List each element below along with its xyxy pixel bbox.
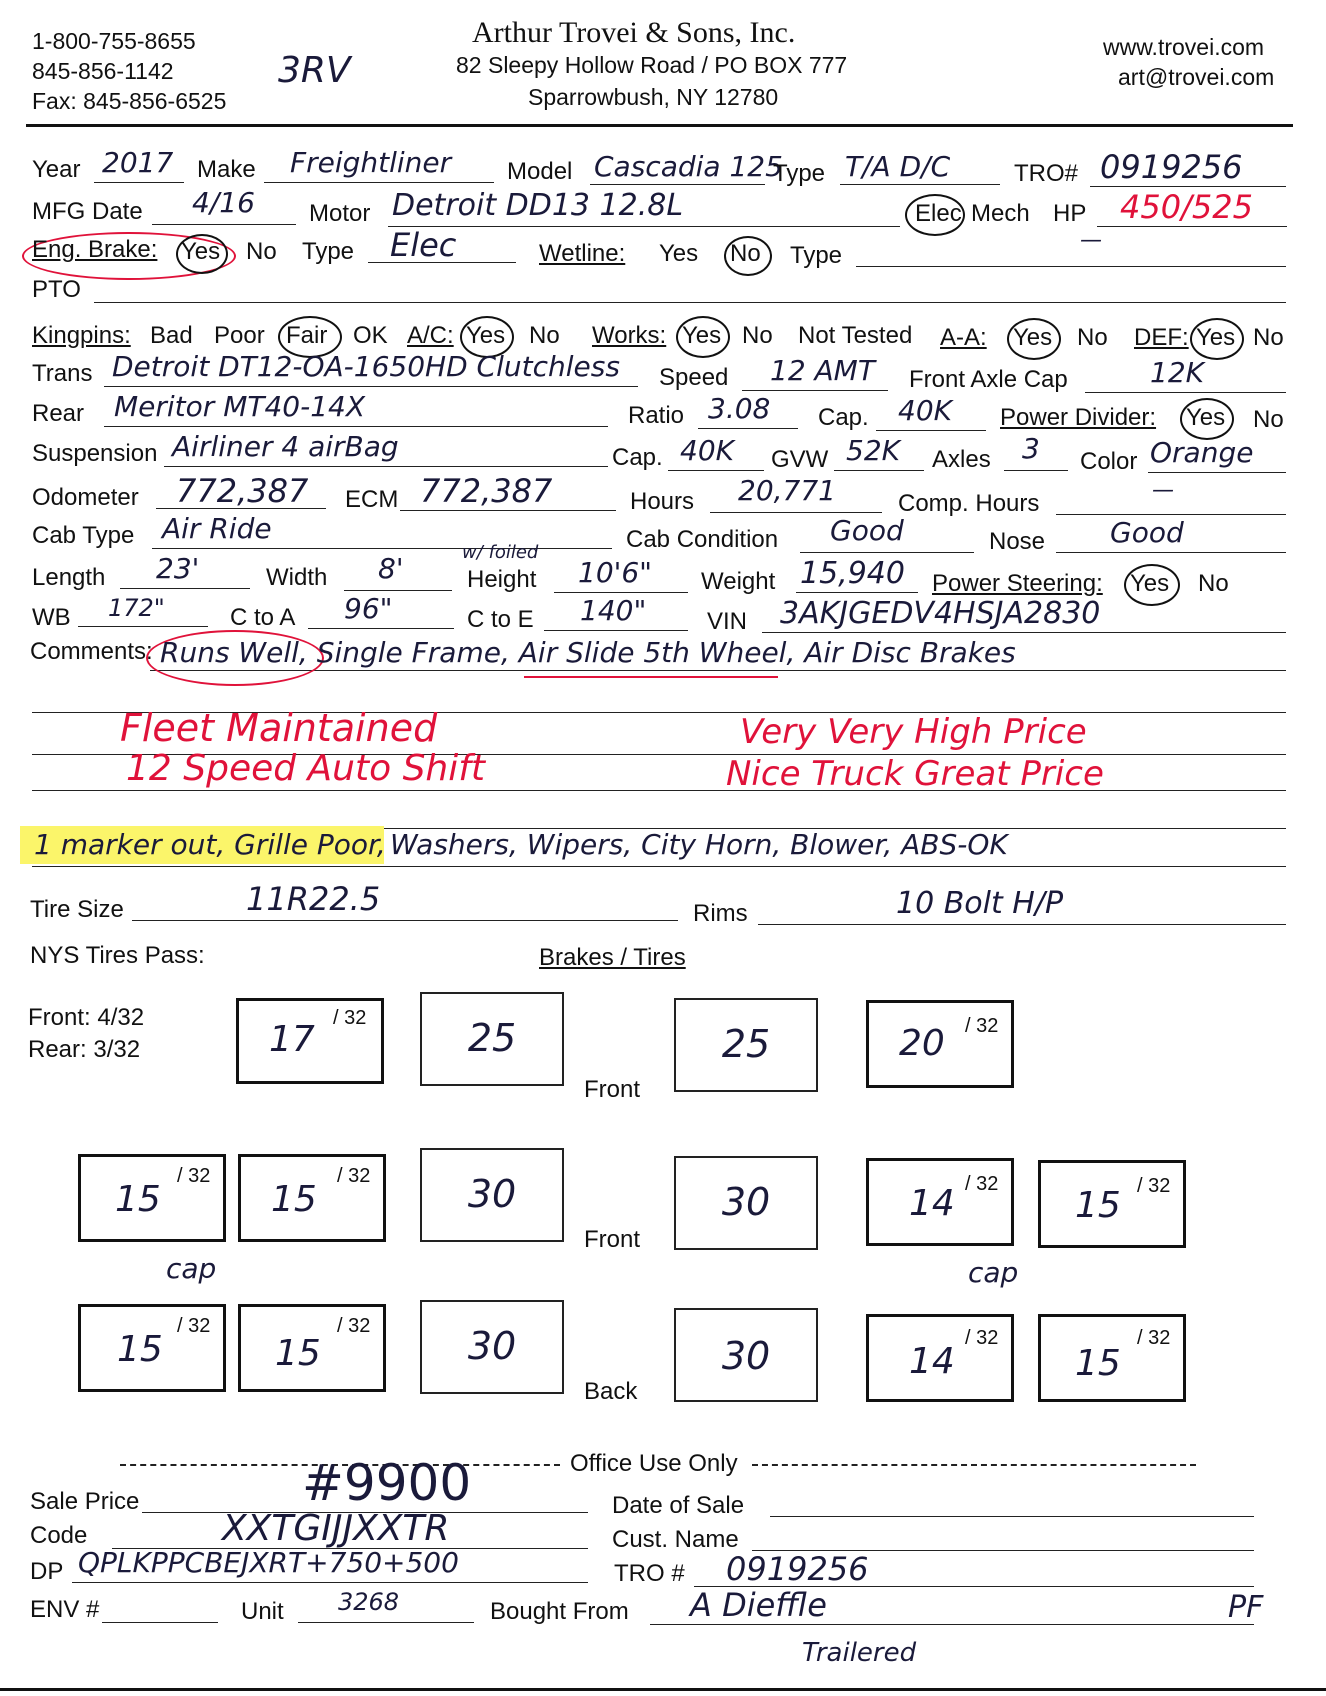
power-divider-no[interactable]: No bbox=[1253, 406, 1284, 433]
per-32-label: / 32 bbox=[177, 1165, 211, 1187]
comment-nice-truck: Nice Truck Great Price bbox=[726, 754, 1104, 794]
def-label: DEF: bbox=[1134, 324, 1189, 351]
axles-label: Axles bbox=[932, 446, 991, 473]
height-label: Height bbox=[467, 566, 537, 593]
header-rule bbox=[26, 124, 1293, 127]
cust-name-label: Cust. Name bbox=[612, 1526, 739, 1553]
axles-line bbox=[1004, 470, 1068, 471]
tire-box-drive2-left-inner[interactable] bbox=[238, 1304, 386, 1392]
rear-cap-value: 40K bbox=[898, 394, 952, 427]
cab-type-line bbox=[152, 548, 612, 549]
speed-line bbox=[742, 390, 888, 391]
rims-value: 10 Bolt H/P bbox=[896, 886, 1064, 921]
cab-condition-value: Good bbox=[830, 514, 904, 547]
comments-line-1 bbox=[150, 670, 1286, 671]
c-to-a-line bbox=[308, 628, 454, 629]
tire-box-drive1-right-outer[interactable] bbox=[1038, 1160, 1186, 1248]
cap-note-right: cap bbox=[968, 1256, 1019, 1289]
speed-label: Speed bbox=[659, 364, 729, 391]
width-line bbox=[344, 590, 452, 591]
motor-label: Motor bbox=[309, 200, 371, 227]
nose-label: Nose bbox=[989, 528, 1046, 555]
eng-brake-type-value: Elec bbox=[390, 226, 457, 264]
works-yes[interactable]: Yes bbox=[682, 322, 722, 349]
ratio-line bbox=[698, 428, 798, 429]
tire-box-drive1-right-inner[interactable] bbox=[866, 1158, 1014, 1246]
dp-value: QPLKPPCBEJXRT+750+500 bbox=[78, 1546, 459, 1579]
color-value: Orange bbox=[1150, 436, 1254, 469]
brake-box-drive2-left[interactable] bbox=[420, 1300, 564, 1394]
phone-2: 845-856-1142 bbox=[32, 58, 174, 84]
eng-brake-yes[interactable]: Yes bbox=[181, 238, 221, 265]
length-label: Length bbox=[32, 564, 106, 591]
mfg-date-value: 4/16 bbox=[192, 186, 255, 219]
website: www.trovei.com bbox=[1103, 34, 1265, 60]
works-label: Works: bbox=[592, 322, 667, 349]
tire-box-drive1-left-inner[interactable] bbox=[238, 1154, 386, 1242]
tread-depth: 15 bbox=[115, 1179, 161, 1220]
trans-line bbox=[104, 386, 638, 387]
pf-initials: PF bbox=[1228, 1590, 1264, 1625]
comp-hours-value: — bbox=[1152, 478, 1174, 503]
hp-value: 450/525 bbox=[1120, 188, 1253, 226]
rear-label: Rear bbox=[32, 400, 85, 427]
comment-highlighted: 1 marker out, Grille Poor, bbox=[34, 828, 386, 861]
aa-label: A-A: bbox=[940, 324, 987, 351]
date-of-sale-line bbox=[770, 1516, 1254, 1517]
weight-line bbox=[796, 592, 918, 593]
tread-depth: 14 bbox=[909, 1341, 955, 1382]
tire-box-right-steer[interactable] bbox=[866, 1000, 1014, 1088]
rear-cap-label: Cap. bbox=[818, 404, 869, 431]
cab-type-label: Cab Type bbox=[32, 522, 135, 549]
hp-label: HP bbox=[1053, 200, 1087, 227]
per-32-label: / 32 bbox=[337, 1165, 371, 1187]
rear-line bbox=[104, 426, 608, 427]
ac-yes[interactable]: Yes bbox=[466, 322, 506, 349]
ecm-value: 772,387 bbox=[420, 472, 553, 510]
mech-option[interactable]: Mech bbox=[971, 200, 1030, 227]
year-label: Year bbox=[32, 156, 81, 183]
office-use-only-label: Office Use Only bbox=[570, 1450, 738, 1477]
per-32-label: / 32 bbox=[177, 1315, 211, 1337]
weight-label: Weight bbox=[701, 568, 776, 595]
rear-cap-line bbox=[876, 430, 986, 431]
color-line bbox=[1148, 472, 1286, 473]
cab-type-value: Air Ride bbox=[162, 512, 272, 545]
wetline-no[interactable]: No bbox=[730, 240, 761, 267]
unit-value: 3268 bbox=[338, 1588, 400, 1616]
ratio-value: 3.08 bbox=[708, 392, 771, 425]
sale-price-value: #9900 bbox=[302, 1454, 472, 1512]
tread-depth: 15 bbox=[1075, 1185, 1121, 1226]
ac-label: A/C: bbox=[407, 322, 454, 349]
bought-from-line bbox=[650, 1624, 1254, 1625]
phone-1: 1-800-755-8655 bbox=[32, 28, 196, 54]
brake-value: 30 bbox=[721, 1334, 771, 1378]
model-line bbox=[590, 184, 765, 185]
code-value: XXTGIJJXXTR bbox=[222, 1508, 450, 1549]
odometer-value: 772,387 bbox=[176, 472, 309, 510]
env-line bbox=[102, 1622, 218, 1623]
comment-high-price: Very Very High Price bbox=[740, 712, 1087, 752]
odometer-label: Odometer bbox=[32, 484, 139, 511]
motor-value: Detroit DD13 12.8L bbox=[392, 188, 684, 223]
hours-line bbox=[710, 512, 882, 513]
eng-brake-type-label: Type bbox=[302, 238, 355, 265]
hours-label: Hours bbox=[630, 488, 695, 515]
ecm-label: ECM bbox=[345, 486, 399, 513]
wb-value: 172" bbox=[108, 594, 165, 622]
env-label: ENV # bbox=[30, 1596, 100, 1623]
gvw-value: 52K bbox=[846, 434, 900, 467]
speed-value: 12 AMT bbox=[770, 354, 875, 387]
front-axle-cap-label: Front Axle Cap bbox=[909, 366, 1068, 393]
model-value: Cascadia 125 bbox=[594, 150, 783, 183]
width-label: Width bbox=[266, 564, 328, 591]
fax: Fax: 845-856-6525 bbox=[32, 88, 227, 114]
front-axle-cap-value: 12K bbox=[1150, 356, 1204, 389]
tire-box-drive1-left-outer[interactable] bbox=[78, 1154, 226, 1242]
wb-line bbox=[78, 626, 208, 627]
tire-size-line bbox=[132, 920, 678, 921]
mfg-date-label: MFG Date bbox=[32, 198, 143, 225]
tread-depth: 15 bbox=[1075, 1343, 1121, 1384]
tread-depth: 15 bbox=[271, 1179, 317, 1220]
def-no[interactable]: No bbox=[1253, 324, 1284, 351]
year-value: 2017 bbox=[102, 146, 174, 179]
axles-value: 3 bbox=[1022, 432, 1040, 465]
kingpins-ok[interactable]: OK bbox=[353, 322, 388, 349]
per-32-label: / 32 bbox=[333, 1007, 367, 1029]
length-value: 23' bbox=[156, 552, 200, 585]
susp-cap-value: 40K bbox=[680, 434, 734, 467]
susp-cap-line bbox=[668, 470, 764, 471]
brake-value: 25 bbox=[467, 1016, 517, 1060]
dp-line bbox=[72, 1582, 588, 1583]
rims-label: Rims bbox=[693, 900, 748, 927]
power-divider-yes[interactable]: Yes bbox=[1186, 404, 1226, 431]
front-min-label: Front: 4/32 bbox=[28, 1004, 145, 1031]
tro-value: 0919256 bbox=[1100, 148, 1243, 186]
wetline-type-line bbox=[856, 266, 1286, 267]
rear-value: Meritor MT40-14X bbox=[114, 390, 366, 423]
tread-depth: 20 bbox=[899, 1023, 945, 1064]
height-value: 10'6" bbox=[578, 556, 653, 589]
type-value: T/A D/C bbox=[845, 150, 951, 183]
comp-hours-label: Comp. Hours bbox=[898, 490, 1040, 517]
ecm-line bbox=[400, 510, 616, 511]
suspension-label: Suspension bbox=[32, 440, 158, 467]
power-steering-label: Power Steering: bbox=[932, 570, 1103, 597]
height-note: w/ foiled bbox=[462, 542, 539, 563]
vin-value: 3AKJGEDV4HSJA2830 bbox=[780, 596, 1101, 631]
brake-value: 30 bbox=[467, 1172, 517, 1216]
trailered-note: Trailered bbox=[802, 1638, 917, 1668]
address-line-1: 82 Sleepy Hollow Road / PO BOX 777 bbox=[456, 52, 848, 78]
tire-size-value: 11R22.5 bbox=[246, 880, 381, 918]
tro-number-label: TRO # bbox=[614, 1560, 685, 1587]
brake-value: 30 bbox=[721, 1180, 771, 1224]
trans-value: Detroit DT12-OA-1650HD Clutchless bbox=[112, 350, 620, 383]
address-line-2: Sparrowbush, NY 12780 bbox=[528, 84, 779, 110]
model-label: Model bbox=[507, 158, 573, 185]
suspension-line bbox=[164, 466, 608, 467]
wb-label: WB bbox=[32, 604, 71, 631]
brakes-tires-heading: Brakes / Tires bbox=[539, 944, 686, 971]
hours-value: 20,771 bbox=[738, 474, 836, 507]
tro-line bbox=[1090, 186, 1286, 187]
nose-line bbox=[1056, 552, 1286, 553]
wetline-type-label: Type bbox=[790, 242, 843, 269]
per-32-label: / 32 bbox=[965, 1173, 999, 1195]
handwritten-code: 3RV bbox=[278, 50, 351, 91]
unit-line bbox=[298, 1622, 474, 1623]
kingpins-poor[interactable]: Poor bbox=[214, 322, 265, 349]
c-to-e-value: 140" bbox=[580, 594, 647, 627]
weight-value: 15,940 bbox=[800, 556, 905, 591]
comment-rest: Washers, Wipers, City Horn, Blower, ABS-OK bbox=[390, 828, 1008, 861]
fifth-wheel-underline bbox=[524, 676, 778, 678]
brake-box-drive1-right[interactable] bbox=[674, 1156, 818, 1250]
front-axle-label-1: Front bbox=[584, 1076, 641, 1103]
c-to-a-label: C to A bbox=[230, 604, 296, 631]
office-divider-right bbox=[752, 1464, 1196, 1466]
gvw-line bbox=[834, 470, 924, 471]
eng-brake-no[interactable]: No bbox=[246, 238, 277, 265]
pto-line bbox=[94, 302, 1286, 303]
works-not-tested[interactable]: Not Tested bbox=[798, 322, 913, 349]
mfg-date-line bbox=[152, 224, 296, 225]
suspension-value: Airliner 4 airBag bbox=[172, 430, 399, 463]
back-axle-label: Back bbox=[584, 1378, 638, 1405]
date-of-sale-label: Date of Sale bbox=[612, 1492, 745, 1519]
per-32-label: / 32 bbox=[965, 1327, 999, 1349]
c-to-a-value: 96" bbox=[344, 592, 393, 625]
email: art@trovei.com bbox=[1118, 64, 1275, 90]
brake-value: 30 bbox=[467, 1324, 517, 1368]
kingpins-label: Kingpins: bbox=[32, 322, 131, 349]
brake-box-drive2-right[interactable] bbox=[674, 1308, 818, 1402]
motor-line bbox=[388, 226, 900, 227]
works-no[interactable]: No bbox=[742, 322, 773, 349]
vin-line bbox=[762, 632, 1286, 633]
per-32-label: / 32 bbox=[1137, 1327, 1171, 1349]
nys-tires-pass-label: NYS Tires Pass: bbox=[30, 942, 205, 969]
sale-price-label: Sale Price bbox=[30, 1488, 140, 1515]
def-yes[interactable]: Yes bbox=[1196, 324, 1236, 351]
tro-number-value: 0919256 bbox=[726, 1550, 869, 1588]
bought-from-label: Bought From bbox=[490, 1598, 629, 1625]
elec-option[interactable]: Elec bbox=[915, 200, 962, 227]
tire-size-label: Tire Size bbox=[30, 896, 124, 923]
cab-condition-label: Cab Condition bbox=[626, 526, 779, 553]
tread-depth: 17 bbox=[269, 1019, 315, 1060]
length-line bbox=[120, 588, 250, 589]
comment-fleet-maintained: Fleet Maintained bbox=[120, 706, 438, 750]
aa-yes[interactable]: Yes bbox=[1013, 324, 1053, 351]
tread-depth: 15 bbox=[275, 1333, 321, 1374]
unit-label: Unit bbox=[241, 1598, 284, 1625]
brake-box-drive1-left[interactable] bbox=[420, 1148, 564, 1242]
front-axle-label-2: Front bbox=[584, 1226, 641, 1253]
brake-value: 25 bbox=[721, 1022, 771, 1066]
year-line bbox=[94, 182, 184, 183]
comp-hours-line bbox=[1056, 514, 1286, 515]
susp-cap-label: Cap. bbox=[612, 444, 663, 471]
tire-box-drive2-left-outer[interactable] bbox=[78, 1304, 226, 1392]
power-steering-yes[interactable]: Yes bbox=[1130, 570, 1170, 597]
brake-box-left-steer[interactable] bbox=[420, 992, 564, 1086]
type-label: Type bbox=[773, 160, 826, 187]
per-32-label: / 32 bbox=[965, 1015, 999, 1037]
kingpins-bad[interactable]: Bad bbox=[150, 322, 193, 349]
rims-line bbox=[758, 924, 1286, 925]
comment-line-1: Runs Well, Single Frame, Air Slide 5th Wheel, Air Disc Brakes bbox=[160, 636, 1016, 669]
ratio-label: Ratio bbox=[628, 402, 685, 429]
cab-condition-line bbox=[800, 552, 974, 553]
eng-brake-label: Eng. Brake: bbox=[32, 236, 158, 263]
make-value: Freightliner bbox=[290, 146, 452, 179]
company-name: Arthur Trovei & Sons, Inc. bbox=[472, 16, 796, 49]
rear-min-label: Rear: 3/32 bbox=[28, 1036, 141, 1063]
wetline-yes[interactable]: Yes bbox=[659, 240, 699, 267]
wetline-label: Wetline: bbox=[539, 240, 626, 267]
type-line bbox=[840, 184, 1000, 185]
comments-line-6 bbox=[32, 866, 1286, 867]
power-steering-no[interactable]: No bbox=[1198, 570, 1229, 597]
aa-no[interactable]: No bbox=[1077, 324, 1108, 351]
ac-no[interactable]: No bbox=[529, 322, 560, 349]
tire-box-drive2-right-inner[interactable] bbox=[866, 1314, 1014, 1402]
wetline-type-value: — bbox=[1080, 228, 1102, 253]
dp-label: DP bbox=[30, 1558, 64, 1585]
per-32-label: / 32 bbox=[337, 1315, 371, 1337]
color-label: Color bbox=[1080, 448, 1138, 475]
code-label: Code bbox=[30, 1522, 88, 1549]
bought-from-value: A Dieffle bbox=[690, 1586, 827, 1624]
trans-label: Trans bbox=[32, 360, 93, 387]
vin-label: VIN bbox=[707, 608, 748, 635]
make-label: Make bbox=[197, 156, 256, 183]
c-to-e-label: C to E bbox=[467, 606, 534, 633]
make-line bbox=[264, 182, 494, 183]
per-32-label: / 32 bbox=[1137, 1175, 1171, 1197]
tro-label: TRO# bbox=[1014, 160, 1079, 187]
tire-box-left-steer[interactable] bbox=[236, 998, 384, 1084]
tread-depth: 14 bbox=[909, 1183, 955, 1224]
gvw-label: GVW bbox=[771, 446, 829, 473]
width-value: 8' bbox=[378, 552, 404, 585]
pto-label: PTO bbox=[32, 276, 81, 303]
comment-auto-shift: 12 Speed Auto Shift bbox=[126, 748, 486, 789]
page-bottom-edge bbox=[0, 1688, 1326, 1691]
brake-box-right-steer[interactable] bbox=[674, 998, 818, 1092]
tire-box-drive2-right-outer[interactable] bbox=[1038, 1314, 1186, 1402]
comments-label: Comments: bbox=[30, 638, 153, 665]
cap-note-left: cap bbox=[166, 1252, 217, 1285]
c-to-e-line bbox=[544, 630, 688, 631]
kingpins-fair[interactable]: Fair bbox=[286, 322, 328, 349]
front-axle-cap-line bbox=[1085, 392, 1286, 393]
hp-line bbox=[1097, 226, 1287, 227]
tread-depth: 15 bbox=[117, 1329, 163, 1370]
power-divider-label: Power Divider: bbox=[1000, 404, 1157, 431]
nose-value: Good bbox=[1110, 516, 1184, 549]
height-line bbox=[554, 592, 688, 593]
